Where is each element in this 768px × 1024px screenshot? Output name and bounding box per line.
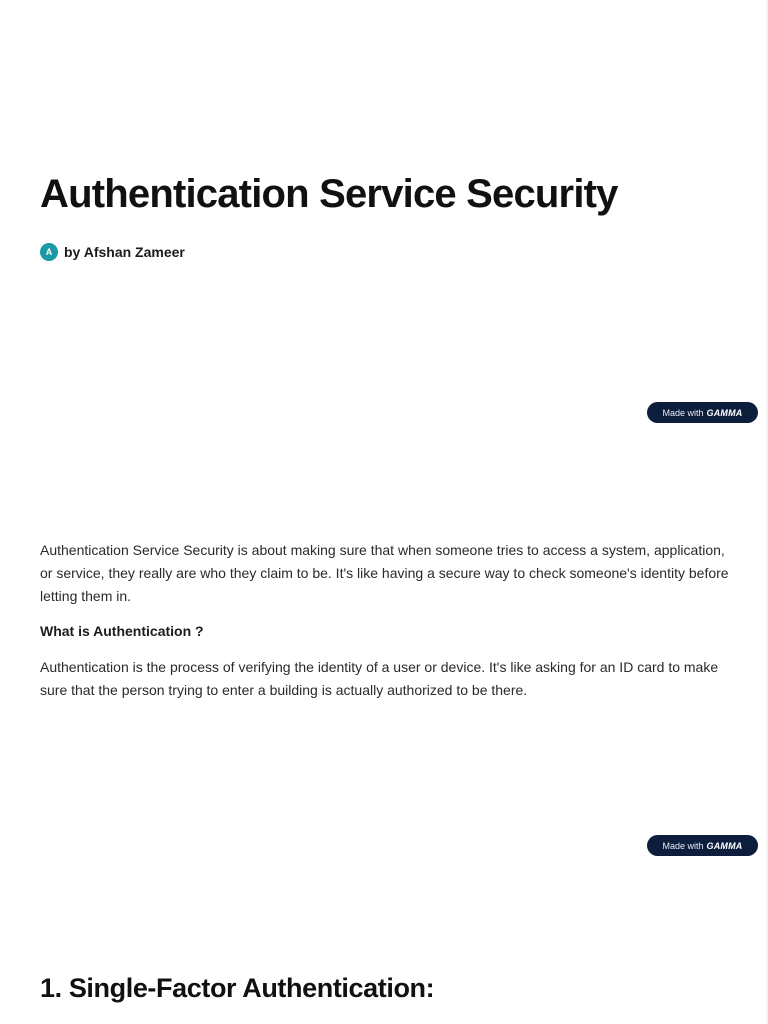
author-byline [40, 243, 185, 261]
made-with-gamma-badge[interactable] [647, 835, 758, 856]
section-heading-single-factor: 1. Single-Factor Authentication: [40, 973, 435, 1003]
document-title: Authentication Service Security [40, 172, 618, 216]
gamma-logo-text: GAMMA [706, 407, 743, 418]
badge-prefix-text: Made with [662, 407, 704, 418]
author-name: by Afshan Zameer [64, 244, 185, 260]
author-avatar: A [40, 243, 58, 261]
badge-prefix-text: Made with [662, 840, 704, 851]
section-subheading: What is Authentication ? [40, 623, 204, 639]
gamma-logo-text: GAMMA [706, 840, 743, 851]
intro-paragraph: Authentication Service Security is about making sure that when someone tries to access a system, application, or service, they really are who they claim to be. It's like having a secure way to check someone's identity before letting them in. [40, 542, 729, 604]
definition-paragraph: Authentication is the process of verifying the identity of a user or device. It's like asking for an ID card to make sure that the person trying to enter a building is actually authorized to be there. [40, 659, 719, 698]
made-with-gamma-badge[interactable] [647, 402, 758, 423]
